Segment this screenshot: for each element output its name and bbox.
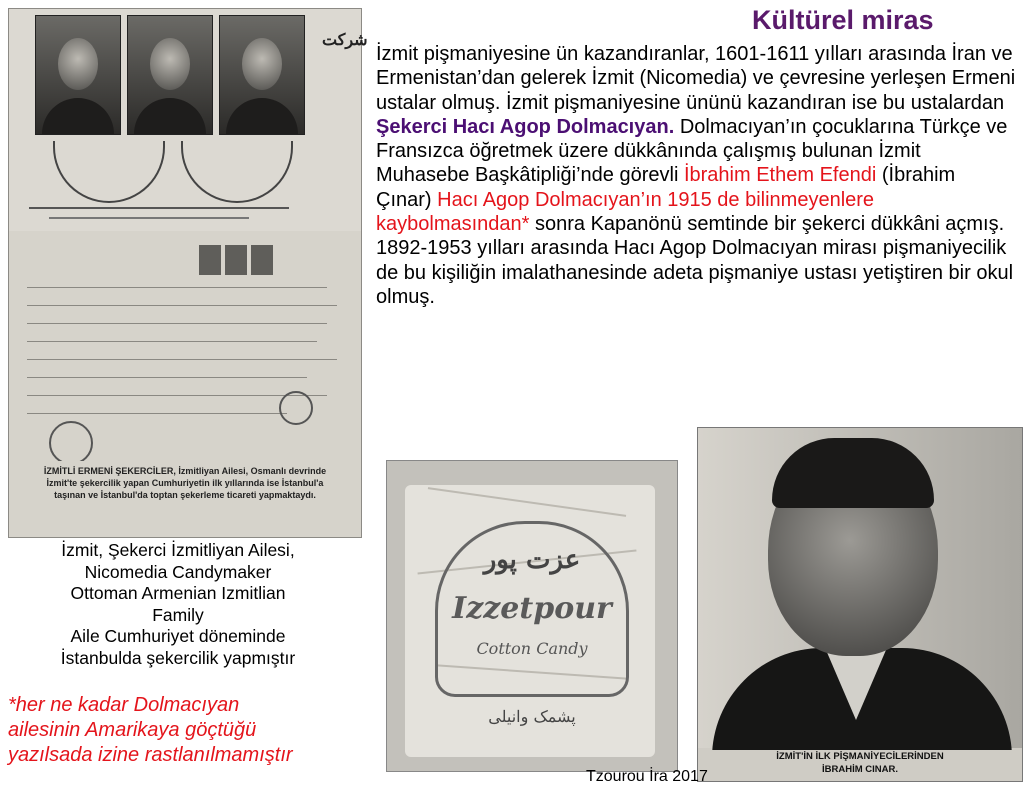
caption-line: Nicomedia Candymaker xyxy=(84,561,272,582)
package-brand: Izzetpour xyxy=(452,591,612,626)
paragraph-text: (İbrahim Çınar) xyxy=(376,164,956,211)
footnote-line: yazılsada izine rastlanılmamıştır xyxy=(8,744,293,766)
paragraph-text: Dolmacıyan’ın çocuklarına Türkçe ve Fransızca öğretmek üzere dükkânında çalışmış bulunan İzmit Muhasebe Başkâtipliği’nde görevli xyxy=(376,115,1008,187)
candy-package-image xyxy=(386,460,678,772)
main-paragraph xyxy=(376,42,1016,309)
package-arabic-logo: عزت پور xyxy=(483,545,581,575)
page-title: Kültürel miras xyxy=(752,5,934,35)
portrait-3 xyxy=(219,15,305,135)
footnote-line: ailesinin Amarikaya göçtüğü xyxy=(8,719,257,741)
document-caption: İZMİTLİ ERMENİ ŞEKERCİLER, İzmitliyan Ailesi, Osmanlı devrinde İzmit'te şekercilik yapan Cumhuriyetin ilk yıllarında ise İstanbul'a taşınan ve İstanbul'da toptan şekerleme ticareti yapmaktaydı. xyxy=(9,461,361,505)
footnote xyxy=(8,693,293,768)
document-upper-section xyxy=(9,9,361,231)
caption-line: Family xyxy=(152,604,204,625)
mini-portrait xyxy=(225,245,247,275)
mini-portrait xyxy=(199,245,221,275)
round-stamp xyxy=(49,421,93,465)
caption-line: Aile Cumhuriyet döneminde xyxy=(70,626,286,647)
photo-caption-line: İBRAHİM CINAR. xyxy=(822,764,898,775)
highlight-red: İbrahim Ethem Efendi xyxy=(683,164,877,187)
credit: Tzourou İra 2017 xyxy=(586,768,708,785)
package-arabic-bottom: پشمک وانیلی xyxy=(488,707,576,726)
portrait-1 xyxy=(35,15,121,135)
caption-line: İzmit, Şekerci İzmitliyan Ailesi, xyxy=(61,540,295,560)
photo-caption xyxy=(698,750,1022,776)
seal-stamp-right xyxy=(181,141,293,203)
handwriting-line xyxy=(49,217,249,219)
highlight-red: Hacı Agop Dolmacıyan’ın 1915 de bilinmeyenlere kaybolmasından* xyxy=(376,188,875,236)
left-caption xyxy=(0,540,356,670)
highlight-name: Şekerci Hacı Agop Dolmacıyan. xyxy=(376,115,675,138)
portrait-photo xyxy=(697,427,1023,782)
handwriting-line xyxy=(29,207,289,209)
footnote-line: *her ne kadar Dolmacıyan xyxy=(8,694,240,716)
seal-stamp-left xyxy=(53,141,165,203)
document-arabic-header: شركت xyxy=(322,30,368,49)
mini-portrait xyxy=(251,245,273,275)
paragraph-text: sonra Kapanönü semtinde bir şekerci dükkâni açmış. 1892-1953 yılları arasında Hacı Agop Dolmacıyan mirası pişmaniyecilik de bu kişiliğin imalathanesinde adeta pişmaniye ustası yetiştiren bir okul olmuş. xyxy=(376,213,1014,308)
package-subtitle: Cotton Candy xyxy=(476,639,588,658)
document-scan-image xyxy=(8,8,362,538)
photo-caption-line: İZMİT'İN İLK PİŞMANİYECİLERİNDEN xyxy=(776,751,944,762)
caption-line: Ottoman Armenian Izmitlian xyxy=(70,583,286,604)
caption-line: İstanbulda şekercilik yapmıştır xyxy=(60,647,296,668)
portrait-2 xyxy=(127,15,213,135)
round-stamp xyxy=(279,391,313,425)
paragraph-text: İzmit pişmaniyesine ün kazandıranlar, 1601-1611 yılları arasında İran ve Ermenistan’dan gelerek İzmit (Nicomedia) ve çevresine yerleşen Ermeni ustalar olmuş. İzmit pişmaniyesine ününü kazandıran ise bu ustalardan xyxy=(376,43,1016,114)
